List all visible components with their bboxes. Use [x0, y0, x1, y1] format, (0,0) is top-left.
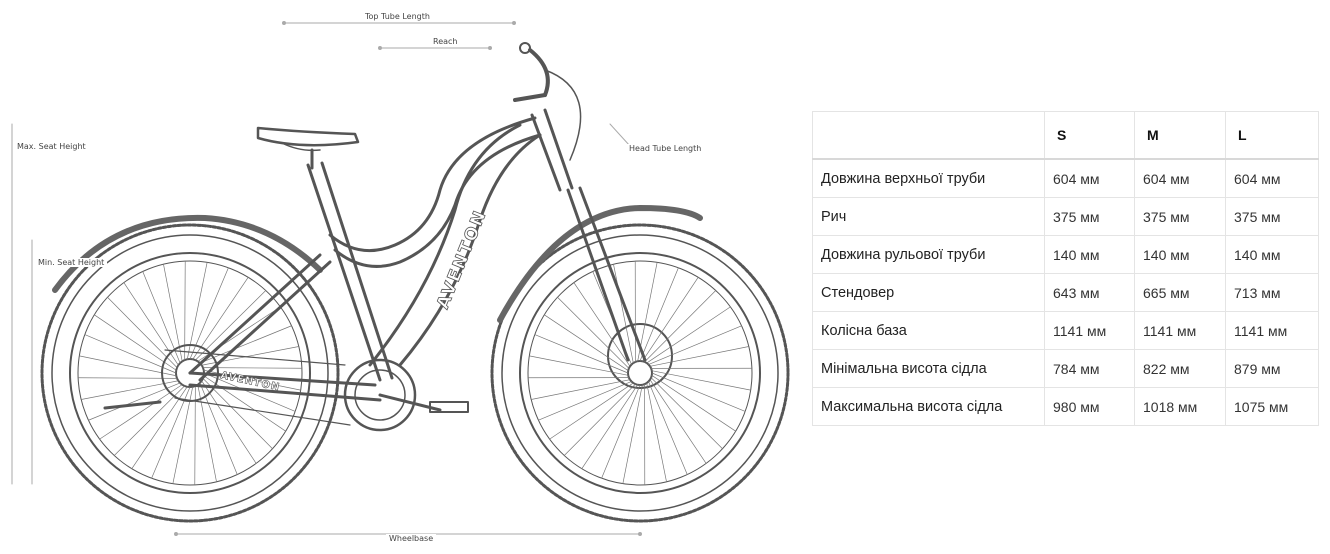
row-value-l: 604 мм — [1226, 159, 1319, 198]
row-value-l: 713 мм — [1226, 274, 1319, 312]
table-row — [813, 312, 1319, 350]
table-row — [813, 236, 1319, 274]
header-size-l: L — [1226, 112, 1319, 160]
saddle — [258, 128, 358, 145]
stem — [515, 95, 545, 100]
bike-frame — [190, 110, 645, 400]
front-fender — [500, 208, 700, 320]
max-seat-height-label: Max. Seat Height — [14, 142, 89, 151]
row-value-l: 140 мм — [1226, 236, 1319, 274]
row-value-s: 604 мм — [1045, 159, 1135, 198]
table-row — [813, 388, 1319, 426]
row-value-m: 1018 мм — [1135, 388, 1226, 426]
geometry-table — [812, 111, 1319, 426]
row-value-s: 1141 мм — [1045, 312, 1135, 350]
brand-logo-chainstay: AVENTON — [219, 370, 282, 394]
row-value-l: 1141 мм — [1226, 312, 1319, 350]
row-label: Колісна база — [813, 312, 1045, 350]
row-label: Стендовер — [813, 274, 1045, 312]
row-value-s: 784 мм — [1045, 350, 1135, 388]
top-tube-length-label: Top Tube Length — [362, 12, 433, 21]
header-size-s: S — [1045, 112, 1135, 160]
table-header-row — [813, 112, 1319, 160]
row-value-m: 822 мм — [1135, 350, 1226, 388]
wheelbase-label: Wheelbase — [386, 534, 436, 543]
header-cell-empty — [813, 112, 1045, 160]
brand-logo-downtube: AVENTON — [433, 206, 492, 312]
header-size-m: M — [1135, 112, 1226, 160]
row-value-m: 604 мм — [1135, 159, 1226, 198]
row-value-m: 1141 мм — [1135, 312, 1226, 350]
table-row — [813, 198, 1319, 236]
head-tube-length-label: Head Tube Length — [626, 144, 704, 153]
row-label: Мінімальна висота сідла — [813, 350, 1045, 388]
row-value-s: 375 мм — [1045, 198, 1135, 236]
row-value-m: 375 мм — [1135, 198, 1226, 236]
handlebar — [530, 50, 548, 95]
row-label: Довжина верхньої труби — [813, 159, 1045, 198]
row-value-l: 879 мм — [1226, 350, 1319, 388]
table-row — [813, 159, 1319, 198]
row-label: Довжина рульової труби — [813, 236, 1045, 274]
row-label: Рич — [813, 198, 1045, 236]
pedal — [430, 402, 468, 412]
row-value-l: 375 мм — [1226, 198, 1319, 236]
min-seat-height-label: Min. Seat Height — [35, 258, 107, 267]
table-row — [813, 350, 1319, 388]
row-value-s: 643 мм — [1045, 274, 1135, 312]
table-row — [813, 274, 1319, 312]
row-label: Максимальна висота сідла — [813, 388, 1045, 426]
row-value-m: 140 мм — [1135, 236, 1226, 274]
row-value-l: 1075 мм — [1226, 388, 1319, 426]
reach-label: Reach — [430, 37, 461, 46]
row-value-s: 140 мм — [1045, 236, 1135, 274]
row-value-s: 980 мм — [1045, 388, 1135, 426]
row-value-m: 665 мм — [1135, 274, 1226, 312]
